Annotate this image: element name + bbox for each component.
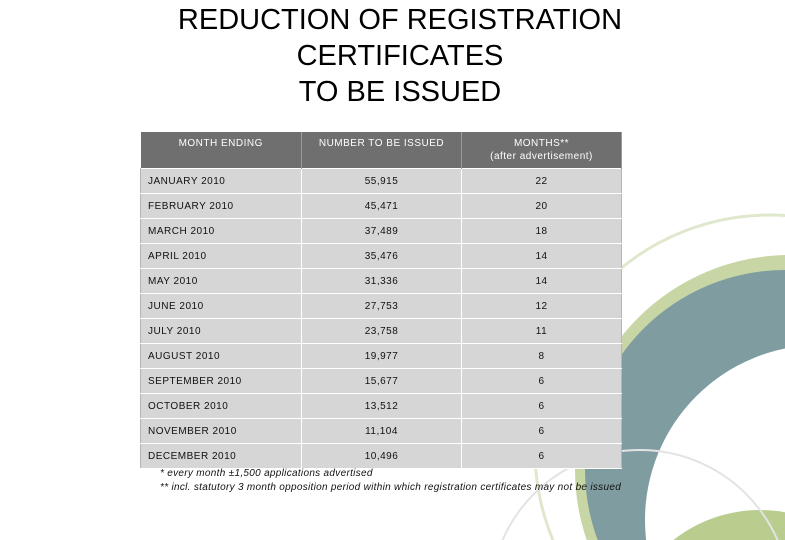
cell-number: 23,758 (302, 319, 462, 344)
table-header-row (141, 132, 622, 169)
cell-months: 14 (462, 244, 622, 269)
title-line-1: REDUCTION OF REGISTRATION (177, 4, 623, 36)
table-row (141, 294, 622, 319)
cell-number: 15,677 (302, 369, 462, 394)
cell-months: 6 (462, 419, 622, 444)
cell-months: 6 (462, 394, 622, 419)
cell-month: APRIL 2010 (141, 244, 302, 269)
cell-months: 11 (462, 319, 622, 344)
cell-number: 35,476 (302, 244, 462, 269)
table-row (141, 344, 622, 369)
table-row (141, 269, 622, 294)
footnote-1: * every month ±1,500 applications advertised (160, 468, 373, 479)
table-row (141, 394, 622, 419)
cell-month: JUNE 2010 (141, 294, 302, 319)
cell-number: 31,336 (302, 269, 462, 294)
page-title (100, 2, 700, 110)
table-row (141, 419, 622, 444)
certificates-table (140, 132, 622, 469)
cell-month: MARCH 2010 (141, 219, 302, 244)
cell-months: 22 (462, 169, 622, 194)
table-row (141, 369, 622, 394)
header-month-ending: MONTH ENDING (141, 132, 302, 169)
cell-months: 8 (462, 344, 622, 369)
cell-month: OCTOBER 2010 (141, 394, 302, 419)
cell-month: SEPTEMBER 2010 (141, 369, 302, 394)
table-row (141, 444, 622, 469)
cell-months: 6 (462, 369, 622, 394)
table-row (141, 219, 622, 244)
cell-month: JULY 2010 (141, 319, 302, 344)
cell-number: 11,104 (302, 419, 462, 444)
table-row (141, 194, 622, 219)
header-months-sublabel: (after advertisement) (490, 151, 593, 162)
cell-months: 12 (462, 294, 622, 319)
cell-months: 14 (462, 269, 622, 294)
cell-months: 20 (462, 194, 622, 219)
header-months-label: MONTHS** (513, 138, 570, 149)
cell-month: MAY 2010 (141, 269, 302, 294)
cell-number: 19,977 (302, 344, 462, 369)
cell-month: AUGUST 2010 (141, 344, 302, 369)
footnotes (160, 467, 760, 495)
cell-months: 6 (462, 444, 622, 469)
title-line-2: CERTIFICATES (296, 40, 504, 72)
cell-number: 27,753 (302, 294, 462, 319)
footnote-2: ** incl. statutory 3 month opposition period within which registration certificates may not be issued (160, 482, 622, 493)
table-row (141, 244, 622, 269)
table-row (141, 319, 622, 344)
header-months (462, 132, 622, 169)
header-number-to-be-issued: NUMBER TO BE ISSUED (302, 132, 462, 169)
cell-number: 55,915 (302, 169, 462, 194)
cell-months: 18 (462, 219, 622, 244)
cell-month: FEBRUARY 2010 (141, 194, 302, 219)
cell-number: 13,512 (302, 394, 462, 419)
cell-month: JANUARY 2010 (141, 169, 302, 194)
cell-number: 37,489 (302, 219, 462, 244)
cell-month: NOVEMBER 2010 (141, 419, 302, 444)
cell-number: 10,496 (302, 444, 462, 469)
cell-month: DECEMBER 2010 (141, 444, 302, 469)
table-row (141, 169, 622, 194)
title-line-3: TO BE ISSUED (298, 76, 502, 108)
cell-number: 45,471 (302, 194, 462, 219)
